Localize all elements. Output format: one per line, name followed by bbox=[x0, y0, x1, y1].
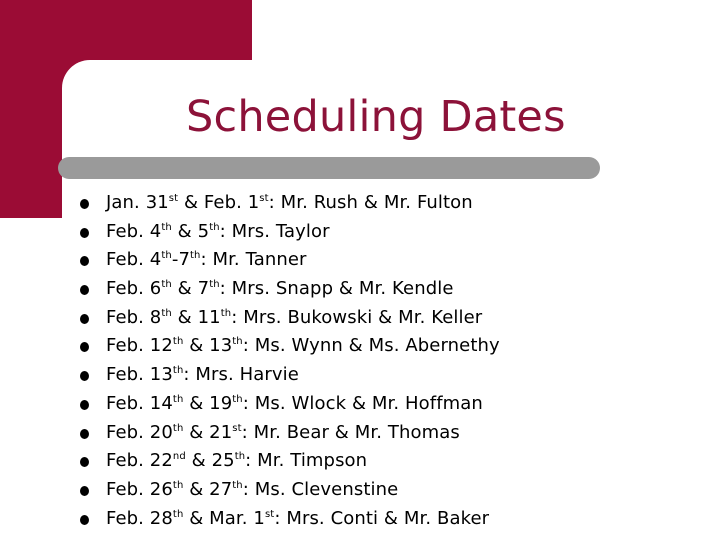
schedule-item-text bbox=[106, 249, 307, 270]
text-segment: : Mrs. Conti & Mr. Baker bbox=[274, 507, 490, 529]
text-segment: Feb. 4 bbox=[106, 220, 162, 242]
ordinal-suffix: th bbox=[232, 393, 243, 405]
text-segment: & 13 bbox=[183, 335, 233, 357]
schedule-item bbox=[80, 419, 500, 448]
ordinal-suffix: th bbox=[232, 336, 243, 348]
text-segment: : Mrs. Bukowski & Mr. Keller bbox=[231, 306, 483, 328]
text-segment: Feb. 14 bbox=[106, 392, 173, 414]
title-divider bbox=[58, 157, 600, 179]
text-segment: Feb. 13 bbox=[106, 364, 173, 386]
ordinal-suffix: th bbox=[172, 422, 184, 434]
bullet-icon bbox=[80, 199, 89, 209]
text-segment: : Mr. Tanner bbox=[200, 249, 307, 271]
text-segment: & 19 bbox=[183, 392, 233, 414]
ordinal-suffix: th bbox=[234, 451, 246, 463]
text-segment: : Ms. Wynn & Ms. Abernethy bbox=[242, 335, 500, 357]
bullet-icon bbox=[80, 515, 89, 525]
schedule-list bbox=[80, 189, 500, 533]
schedule-item-text bbox=[106, 278, 454, 299]
text-segment: Feb. 12 bbox=[106, 335, 173, 357]
text-segment: Feb. 28 bbox=[106, 507, 173, 529]
bullet-icon bbox=[80, 457, 89, 467]
text-segment: Feb. 6 bbox=[106, 278, 162, 300]
text-segment: & Feb. 1 bbox=[178, 192, 260, 213]
ordinal-suffix: th bbox=[209, 279, 220, 291]
ordinal-suffix: st bbox=[259, 193, 269, 204]
bullet-icon bbox=[80, 256, 89, 266]
text-segment: : Mrs. Harvie bbox=[183, 364, 299, 386]
text-segment: & 11 bbox=[171, 306, 221, 328]
ordinal-suffix: th bbox=[161, 307, 172, 319]
text-segment: Feb. 26 bbox=[106, 478, 173, 500]
schedule-item bbox=[80, 218, 500, 247]
text-segment: Jan. 31 bbox=[106, 192, 169, 213]
bullet-icon bbox=[80, 371, 89, 381]
text-segment: & 21 bbox=[183, 421, 233, 443]
bullet-icon bbox=[80, 342, 89, 352]
text-segment: & 27 bbox=[183, 478, 233, 500]
text-segment: : Ms. Clevenstine bbox=[242, 478, 399, 500]
text-segment: : Mr. Timpson bbox=[245, 450, 368, 472]
schedule-item bbox=[80, 505, 500, 534]
bullet-icon bbox=[80, 285, 89, 295]
ordinal-suffix: nd bbox=[172, 451, 186, 463]
ordinal-suffix: th bbox=[220, 307, 232, 319]
ordinal-suffix: th bbox=[161, 221, 172, 233]
text-segment: Feb. 20 bbox=[106, 421, 173, 443]
text-segment: Feb. 22 bbox=[106, 450, 173, 472]
schedule-item-text bbox=[106, 335, 500, 356]
bullet-icon bbox=[80, 429, 89, 439]
ordinal-suffix: th bbox=[172, 508, 184, 520]
text-segment: -7 bbox=[171, 249, 190, 271]
schedule-item bbox=[80, 189, 500, 218]
ordinal-suffix: th bbox=[161, 279, 172, 291]
text-segment: Feb. 4 bbox=[106, 249, 162, 271]
schedule-item-text bbox=[106, 393, 483, 414]
ordinal-suffix: th bbox=[190, 250, 201, 262]
ordinal-suffix: th bbox=[172, 365, 184, 377]
schedule-item-text bbox=[106, 508, 489, 529]
schedule-item-text bbox=[106, 422, 460, 443]
schedule-item bbox=[80, 304, 500, 333]
schedule-item-text bbox=[106, 450, 367, 471]
bullet-icon bbox=[80, 400, 89, 410]
ordinal-suffix: th bbox=[209, 221, 220, 233]
schedule-item bbox=[80, 447, 500, 476]
bullet-icon bbox=[80, 228, 89, 238]
schedule-item bbox=[80, 361, 500, 390]
ordinal-suffix: th bbox=[172, 393, 184, 405]
text-segment: & Mar. 1 bbox=[183, 507, 265, 529]
schedule-item bbox=[80, 476, 500, 505]
text-segment: : Mrs. Snapp & Mr. Kendle bbox=[219, 278, 454, 300]
text-segment: : Mrs. Taylor bbox=[219, 220, 330, 242]
schedule-item-text bbox=[106, 364, 299, 385]
schedule-item-text bbox=[106, 479, 398, 500]
bullet-icon bbox=[80, 314, 89, 324]
schedule-item-text bbox=[106, 307, 482, 328]
ordinal-suffix: st bbox=[232, 422, 242, 434]
ordinal-suffix: th bbox=[172, 336, 184, 348]
slide-title: Scheduling Dates bbox=[186, 92, 566, 142]
schedule-item bbox=[80, 246, 500, 275]
schedule-item bbox=[80, 275, 500, 304]
text-segment: & 5 bbox=[171, 220, 210, 242]
text-segment: & 25 bbox=[185, 450, 235, 472]
ordinal-suffix: th bbox=[172, 479, 184, 491]
text-segment: Feb. 8 bbox=[106, 306, 162, 328]
text-segment: : Mr. Rush & Mr. Fulton bbox=[268, 192, 473, 213]
ordinal-suffix: st bbox=[264, 508, 275, 520]
schedule-item bbox=[80, 332, 500, 361]
text-segment: : Ms. Wlock & Mr. Hoffman bbox=[242, 392, 483, 414]
bullet-icon bbox=[80, 486, 89, 496]
ordinal-suffix: st bbox=[168, 193, 179, 204]
schedule-item-text bbox=[106, 192, 473, 213]
schedule-item-text bbox=[106, 221, 330, 242]
ordinal-suffix: th bbox=[232, 479, 243, 491]
text-segment: & 7 bbox=[171, 278, 210, 300]
ordinal-suffix: th bbox=[161, 250, 172, 262]
text-segment: : Mr. Bear & Mr. Thomas bbox=[241, 421, 460, 443]
schedule-item bbox=[80, 390, 500, 419]
